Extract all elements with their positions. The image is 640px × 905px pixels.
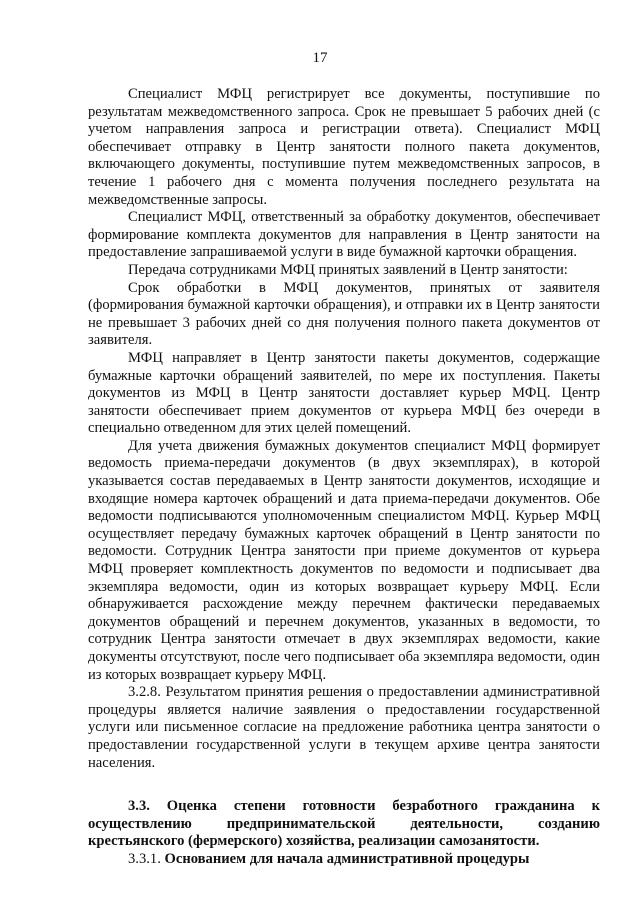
document-body	[88, 86, 600, 869]
last-paragraph	[88, 851, 600, 869]
paragraph: 3.2.8. Результатом принятия решения о предоставлении административной процедуры является наличие заявления о предоставлении государственной услуги или письменное согласие на предложение работника центра занятости о предоставлении государственной услуги в текущем архиве центра занятости населения.	[88, 684, 600, 771]
paragraph-bold-text: Основанием для начала административной процедуры	[164, 850, 530, 867]
paragraph: Специалист МФЦ регистрирует все документы, поступившие по результатам межведомственного запроса. Срок не превышает 5 рабочих дней (с учетом направления запроса и регистрации ответа). Специалист МФЦ обеспечивает отправку в Центр занятости полного пакета документов, включающего документы, поступившие путем межведомственных запросов, в течение 1 рабочего дня с момента получения последнего результата на межведомственные запросы.	[88, 86, 600, 208]
page-number: 17	[312, 50, 328, 66]
paragraph: Для учета движения бумажных документов специалист МФЦ формирует ведомость приема-передачи документов (в двух экземплярах), в которой указывается состав передаваемых в Центр занятости документов, исходящие и входящие номера карточек обращений и дата приема-передачи документов. Обе ведомости подписываются уполномоченным специалистом МФЦ. Курьер МФЦ осуществляет передачу бумажных карточек обращений в Центр занятости по ведомости. Сотрудник Центра занятости при приеме документов от курьера МФЦ проверяет комплектность документов по ведомости и подписывает два экземпляра ведомости, один из которых возвращает курьеру МФЦ. Если обнаруживается расхождение между перечнем фактически передаваемых документов обращений и перечнем документов, указанных в ведомости, то сотрудник Центра занятости отмечает в двух экземплярах ведомости, какие документы отсутствуют, после чего подписывает оба экземпляра ведомости, один из которых возвращает курьеру МФЦ.	[88, 437, 600, 683]
paragraph: МФЦ направляет в Центр занятости пакеты документов, содержащие бумажные карточки обращений заявителей, по мере их поступления. Пакеты документов из МФЦ в Центр занятости доставляет курьер МФЦ. Центр занятости обеспечивает прием документов от курьера МФЦ без очереди в специально отведенном для этих целей помещений.	[88, 349, 600, 437]
paragraph: Передача сотрудниками МФЦ принятых заявлений в Центр занятости:	[128, 261, 568, 278]
section-heading: 3.3. Оценка степени готовности безработного гражданина к осуществлению предпринимательской деятельности, созданию крестьянского (фермерского) хозяйства, реализации самозанятости.	[88, 798, 600, 850]
paragraph: Срок обработки в МФЦ документов, принятых от заявителя (формирования бумажной карточки обращения), и отправки их в Центр занятости не превышает 3 рабочих дней со дня получения полного пакета документов от заявителя.	[88, 279, 600, 349]
paragraph: Специалист МФЦ, ответственный за обработку документов, обеспечивает формирование комплекта документов для направления в Центр занятости на предоставление запрашиваемой услуги в виде бумажной карточки обращения.	[88, 209, 600, 261]
paragraph-number: 3.3.1.	[128, 850, 161, 867]
section-gap	[88, 772, 600, 798]
